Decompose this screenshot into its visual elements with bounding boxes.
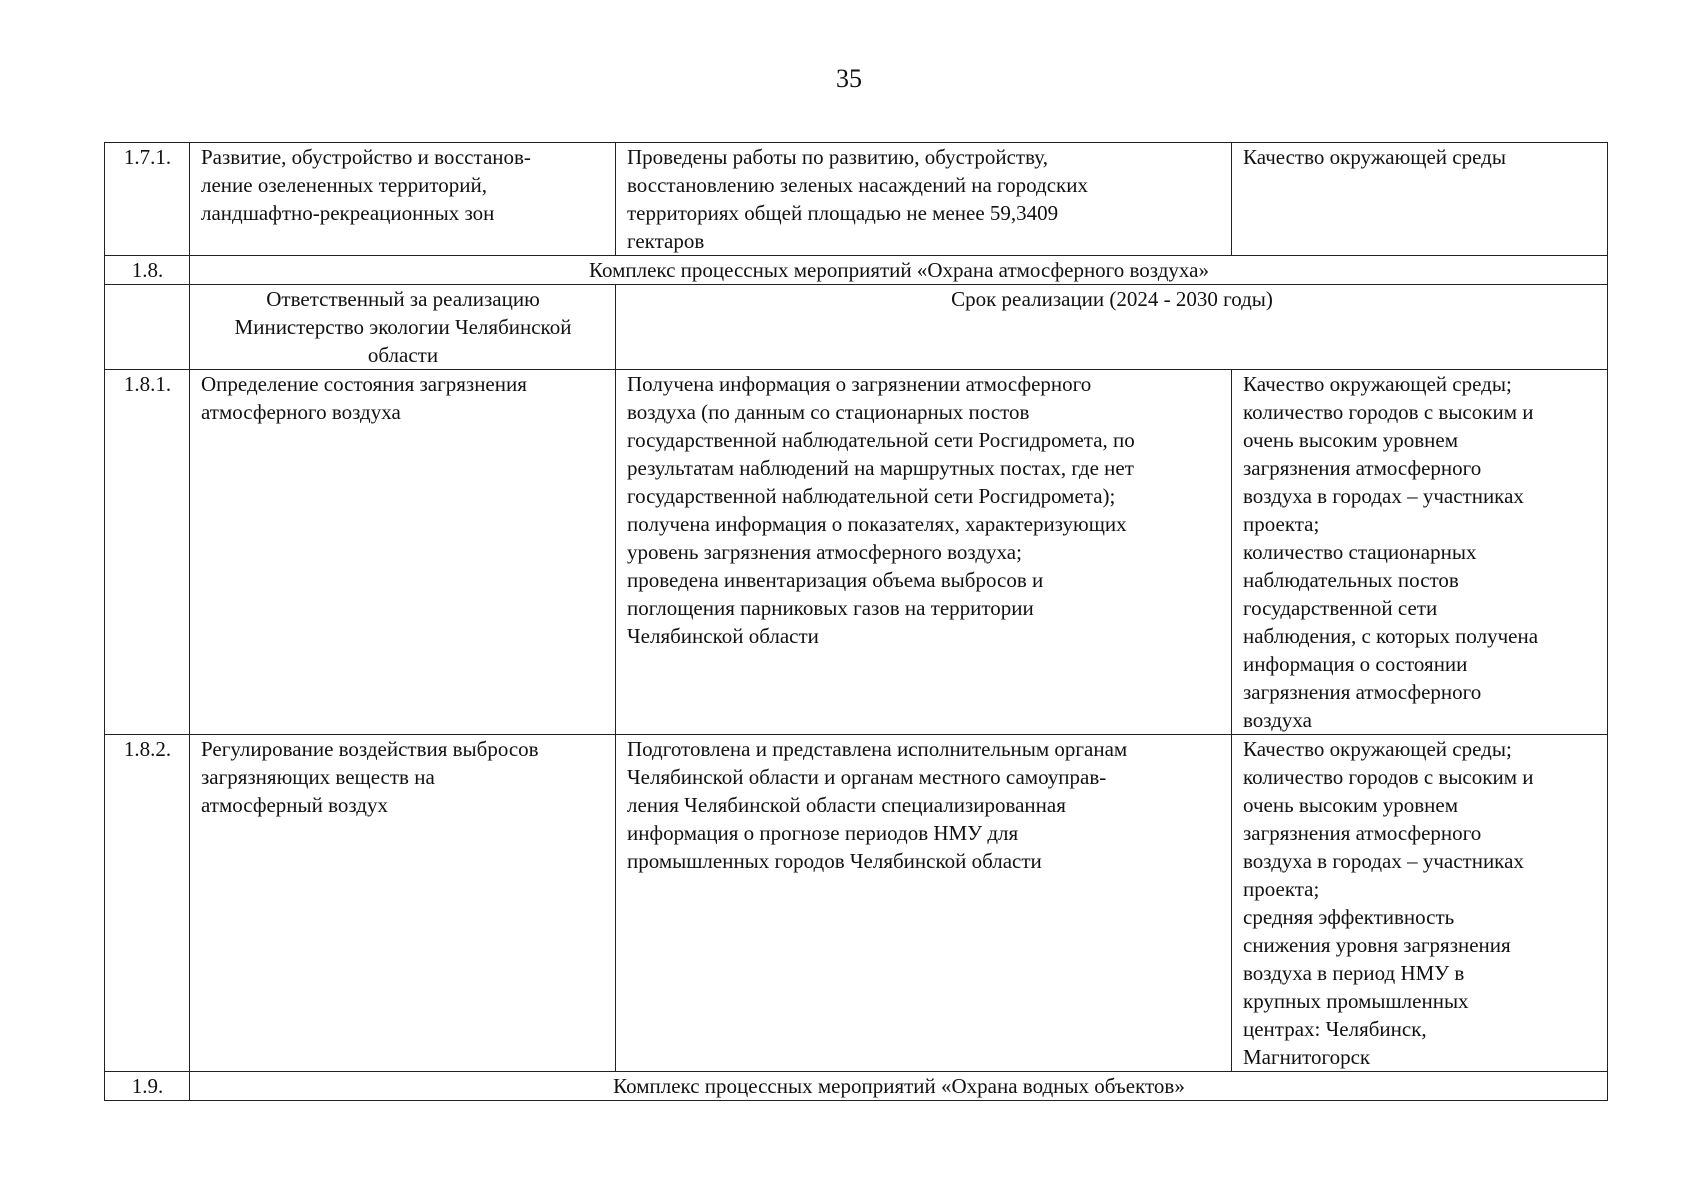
activity-indicator: Качество окружающей среды; количество городов с высоким и очень высоким уровнем загрязнения атмосферного воздуха в городах – участниках проекта; количество стационарных наблюдательных постов государственной сети наблюдения, с которых получена информация о состоянии загрязнения атмосферного воздуха — [1232, 370, 1608, 735]
section-row-1-9 — [105, 1072, 1608, 1101]
table-row-1-8-1 — [105, 370, 1608, 735]
activity-name: Определение состояния загрязнения атмосферного воздуха — [190, 370, 616, 735]
section-title: Комплекс процессных мероприятий «Охрана водных объектов» — [190, 1072, 1608, 1101]
responsible-party: Ответственный за реализацию Министерство экологии Челябинской области — [190, 285, 616, 370]
implementation-period: Срок реализации (2024 - 2030 годы) — [616, 285, 1608, 370]
activity-result: Получена информация о загрязнении атмосферного воздуха (по данным со стационарных постов государственной наблюдательной сети Росгидромета, по результатам наблюдений на маршрутных постах, где нет государственной наблюдательной сети Росгидромета); получена информация о показателях, характеризующих уровень загрязнения атмосферного воздуха; проведена инвентаризация объема выбросов и поглощения парниковых газов на территории Челябинской области — [616, 370, 1232, 735]
activity-result: Проведены работы по развитию, обустройству, восстановлению зеленых насаждений на городских территориях общей площадью не менее 59,3409 гектаров — [616, 143, 1232, 256]
table-row-1-8-2 — [105, 735, 1608, 1072]
page-number: 35 — [836, 64, 862, 93]
activity-indicator: Качество окружающей среды; количество городов с высоким и очень высоким уровнем загрязнения атмосферного воздуха в городах – участниках проекта; средняя эффективность снижения уровня загрязнения воздуха в период НМУ в крупных промышленных центрах: Челябинск, Магнитогорск — [1232, 735, 1608, 1072]
row-number: 1.8.2. — [105, 735, 190, 1072]
empty-cell — [105, 285, 190, 370]
table-row-1-7-1 — [105, 143, 1608, 256]
row-number: 1.7.1. — [105, 143, 190, 256]
section-row-1-8 — [105, 256, 1608, 285]
row-number: 1.8.1. — [105, 370, 190, 735]
activities-table — [104, 142, 1608, 1101]
activity-name: Развитие, обустройство и восстанов- ление озелененных территорий, ландшафтно-рекреационных зон — [190, 143, 616, 256]
section-number: 1.9. — [105, 1072, 190, 1101]
section-meta-row — [105, 285, 1608, 370]
section-title: Комплекс процессных мероприятий «Охрана атмосферного воздуха» — [190, 256, 1608, 285]
activity-indicator: Качество окружающей среды — [1232, 143, 1608, 256]
section-number: 1.8. — [105, 256, 190, 285]
activity-name: Регулирование воздействия выбросов загрязняющих веществ на атмосферный воздух — [190, 735, 616, 1072]
activity-result: Подготовлена и представлена исполнительным органам Челябинской области и органам местного самоуправ- ления Челябинской области специализированная информация о прогнозе периодов НМУ для промышленных городов Челябинской области — [616, 735, 1232, 1072]
